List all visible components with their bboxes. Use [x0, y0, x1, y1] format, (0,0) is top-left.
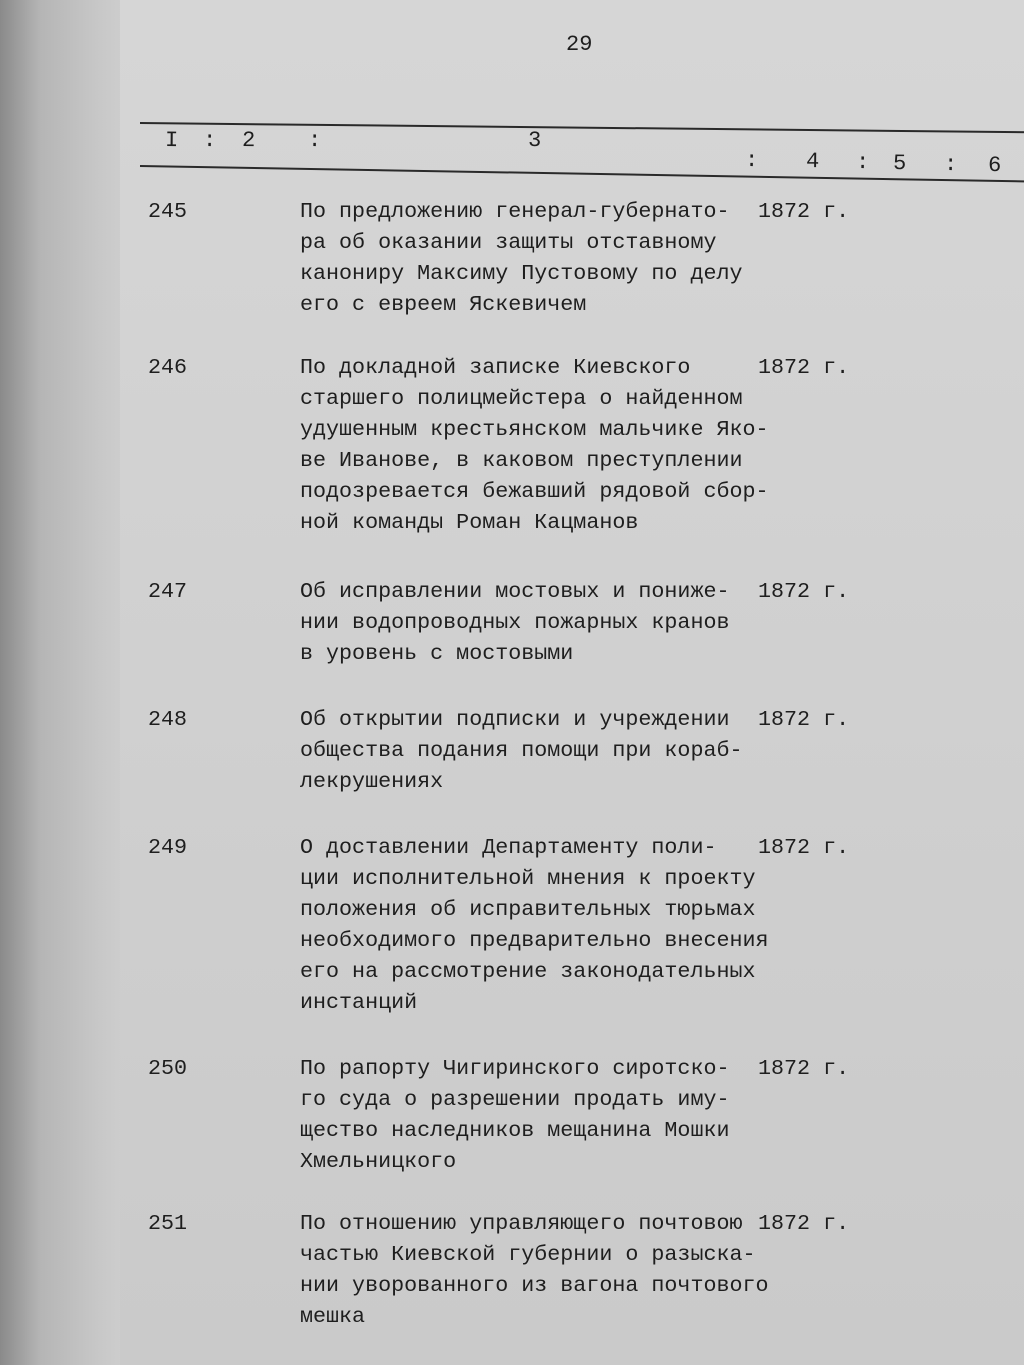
col-3: 3 — [527, 128, 542, 154]
entry-year: 1872 г. — [758, 579, 850, 604]
entry-description — [300, 704, 743, 797]
entry-year: 1872 г. — [758, 835, 850, 860]
description-line: его на рассмотрение законодательных — [300, 959, 756, 984]
entry-number: 251 — [148, 1211, 188, 1236]
description-line: По предложению генерал-губернато- — [300, 199, 730, 224]
description-line: ве Иванове, в каковом преступлении — [300, 448, 743, 473]
description-line: в уровень с мостовыми — [300, 641, 574, 666]
description-line: инстанций — [300, 990, 418, 1015]
col-sep: : — [943, 152, 958, 178]
entry-number: 250 — [148, 1056, 188, 1081]
entry-number: 245 — [148, 199, 188, 224]
description-line: ной команды Роман Кацманов — [300, 510, 639, 535]
description-line: нии водопроводных пожарных кранов — [300, 610, 730, 635]
description-line: го суда о разрешении продать иму- — [300, 1087, 730, 1112]
description-line: По отношению управляющего почтовою — [300, 1211, 743, 1236]
entry-description — [300, 1053, 729, 1177]
entry-description — [300, 1208, 769, 1332]
entry-year: 1872 г. — [758, 1211, 850, 1236]
col-2: 2 — [241, 128, 256, 154]
description-line: старшего полицмейстера о найденном — [300, 386, 743, 411]
description-line: частью Киевской губернии о разыска- — [300, 1242, 756, 1267]
entry-year: 1872 г. — [758, 355, 850, 380]
description-line: По докладной записке Киевского — [300, 355, 691, 380]
description-line: его с евреем Яскевичем — [300, 292, 587, 317]
description-line: мешка — [300, 1304, 366, 1329]
description-line: подозревается бежавший рядовой сбор- — [300, 479, 769, 504]
col-sep: : — [744, 148, 759, 174]
description-line: нии уворованного из вагона почтового — [300, 1273, 769, 1298]
description-line: необходимого предварительно внесения — [300, 928, 769, 953]
col-5: 5 — [892, 151, 907, 177]
description-line: Хмельницкого — [300, 1149, 457, 1174]
entry-year: 1872 г. — [758, 1056, 850, 1081]
entry-year: 1872 г. — [758, 707, 850, 732]
description-line: канониру Максиму Пустовому по делу — [300, 261, 743, 286]
entry-number: 248 — [148, 707, 188, 732]
description-line: общества подания помощи при кораб- — [300, 738, 743, 763]
entry-number: 246 — [148, 355, 188, 380]
description-line: Об открытии подписки и учреждении — [300, 707, 730, 732]
col-sep: : — [855, 150, 870, 176]
description-line: положения об исправительных тюрьмах — [300, 897, 756, 922]
description-line: По рапорту Чигиринского сиротско- — [300, 1056, 730, 1081]
description-line: лекрушениях — [300, 769, 444, 794]
col-sep: : — [202, 128, 217, 154]
entry-number: 247 — [148, 579, 188, 604]
col-6: 6 — [987, 153, 1002, 179]
entry-description — [300, 196, 743, 320]
entry-year: 1872 г. — [758, 199, 850, 224]
entry-description — [300, 576, 729, 669]
col-sep: : — [307, 128, 322, 154]
col-4: 4 — [805, 149, 820, 175]
description-line: ции исполнительной мнения к проекту — [300, 866, 756, 891]
description-line: Об исправлении мостовых и пониже- — [300, 579, 730, 604]
book-binding — [0, 0, 130, 1365]
page-number: 29 — [566, 32, 593, 57]
description-line: удушенным крестьянском мальчике Яко- — [300, 417, 769, 442]
description-line: щество наследников мещанина Мошки — [300, 1118, 730, 1143]
col-1: I — [164, 128, 179, 154]
description-line: ра об оказании защиты отставному — [300, 230, 717, 255]
entry-description — [300, 352, 769, 538]
description-line: О доставлении Департаменту поли- — [300, 835, 717, 860]
entry-description — [300, 832, 769, 1018]
entry-number: 249 — [148, 835, 188, 860]
